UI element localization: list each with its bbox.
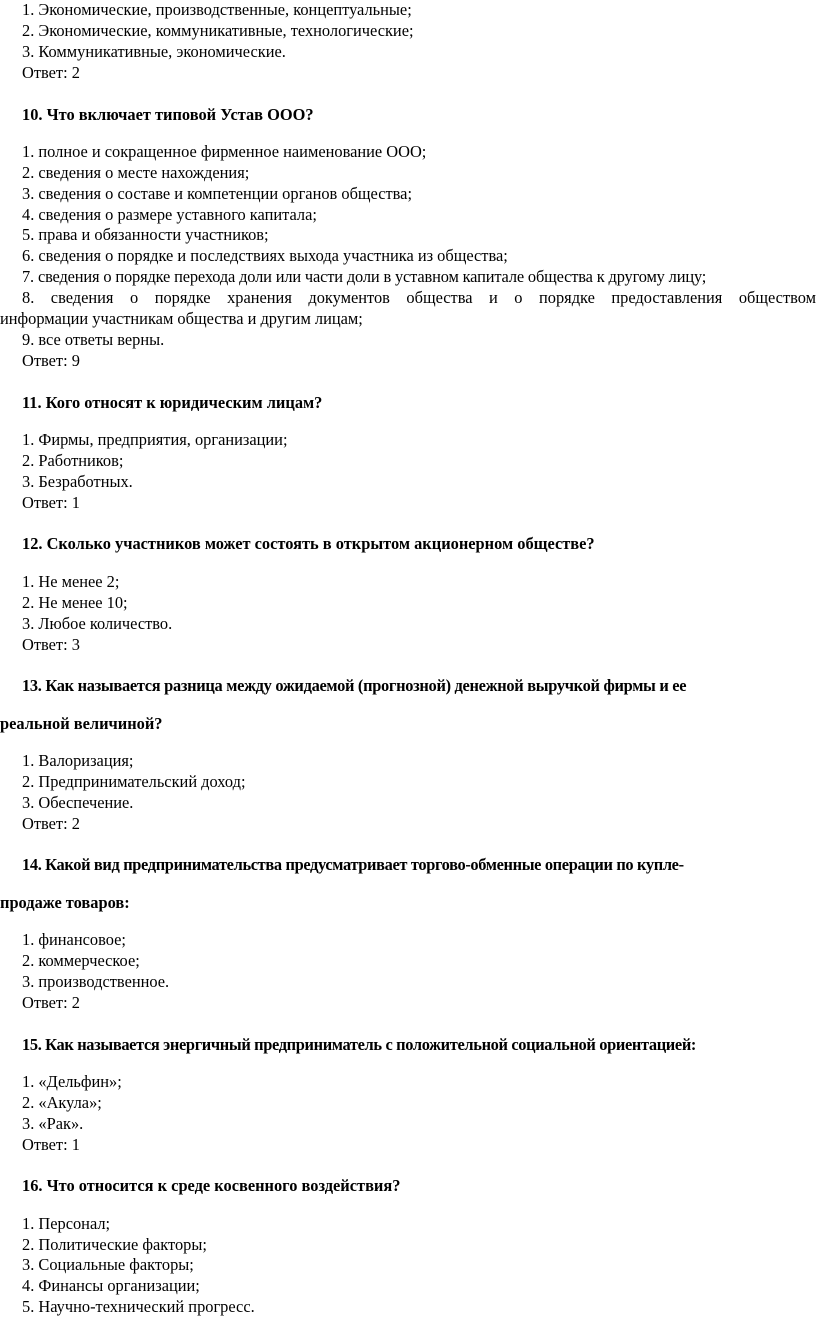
answer: Ответ: 9 bbox=[22, 350, 80, 370]
question-14-title-line2: продаже товаров: bbox=[0, 892, 130, 912]
list-item: 3. сведения о составе и компетенции органов общества; bbox=[22, 183, 413, 203]
list-item: 2. Экономические, коммуникативные, технологические; bbox=[22, 20, 414, 40]
question-11-title: 11. Кого относят к юридическим лицам? bbox=[22, 392, 323, 412]
list-item: 6. сведения о порядке и последствиях выхода участника из общества; bbox=[22, 246, 508, 266]
list-item: 2. Политические факторы; bbox=[22, 1234, 207, 1254]
question-15-title: 15. Как называется энергичный предприниматель с положительной социальной ориентацией: bbox=[22, 1034, 697, 1054]
question-14-title-line1: 14. Какой вид предпринимательства предусматривает торгово-обменные операции по купле- bbox=[22, 855, 684, 875]
question-10-title: 10. Что включает типовой Устав ООО? bbox=[22, 104, 314, 124]
answer: Ответ: 1 bbox=[22, 1134, 80, 1154]
list-item: 1. Валоризация; bbox=[22, 750, 134, 770]
question-13-title-line1: 13. Как называется разница между ожидаемой (прогнозной) денежной выручкой фирмы и ее bbox=[22, 676, 687, 696]
answer: Ответ: 2 bbox=[22, 62, 80, 82]
list-item: 9. все ответы верны. bbox=[22, 329, 165, 349]
list-item: 3. Социальные факторы; bbox=[22, 1255, 194, 1275]
list-item: 3. Любое количество. bbox=[22, 613, 173, 633]
answer: Ответ: 3 bbox=[22, 634, 80, 654]
list-item: 3. «Рак». bbox=[22, 1113, 84, 1133]
list-item: 1. Не менее 2; bbox=[22, 571, 120, 591]
question-16-title: 16. Что относится к среде косвенного воздействия? bbox=[22, 1176, 401, 1196]
list-item: 3. производственное. bbox=[22, 971, 170, 991]
list-item: 3. Безработных. bbox=[22, 471, 133, 491]
list-item: 5. Научно-технический прогресс. bbox=[22, 1297, 255, 1317]
list-item: 2. Предпринимательский доход; bbox=[22, 771, 246, 791]
list-item: 1. полное и сокращенное фирменное наименование ООО; bbox=[22, 141, 427, 161]
list-item: 7. сведения о порядке перехода доли или части доли в уставном капитале общества к другому лицу; bbox=[22, 267, 707, 287]
list-item-8-line2: информации участникам общества и другим лицам; bbox=[0, 309, 363, 329]
answer: Ответ: 2 bbox=[22, 813, 80, 833]
list-item: 3. Коммуникативные, экономические. bbox=[22, 41, 286, 61]
list-item: 4. сведения о размере уставного капитала; bbox=[22, 204, 317, 224]
list-item: 2. «Акула»; bbox=[22, 1092, 102, 1112]
list-item-8-line1: 8. сведения о порядке хранения документов общества и о порядке предоставления обществом bbox=[22, 288, 816, 308]
list-item: 1. Фирмы, предприятия, организации; bbox=[22, 429, 288, 449]
answer: Ответ: 1 bbox=[22, 492, 80, 512]
list-item: 1. Персонал; bbox=[22, 1213, 111, 1233]
list-item: 2. Не менее 10; bbox=[22, 592, 128, 612]
list-item: 4. Финансы организации; bbox=[22, 1276, 200, 1296]
list-item: 1. финансовое; bbox=[22, 930, 126, 949]
question-12-title: 12. Сколько участников может состоять в открытом акционерном обществе? bbox=[22, 534, 595, 554]
list-item: 1. «Дельфин»; bbox=[22, 1071, 122, 1091]
list-item: 3. Обеспечение. bbox=[22, 792, 134, 812]
list-item: 2. коммерческое; bbox=[22, 950, 140, 970]
question-13-title-line2: реальной величиной? bbox=[0, 713, 163, 733]
list-item: 1. Экономические, производственные, концептуальные; bbox=[22, 0, 412, 19]
list-item: 5. права и обязанности участников; bbox=[22, 225, 269, 245]
list-item: 2. сведения о месте нахождения; bbox=[22, 162, 250, 182]
list-item: 2. Работников; bbox=[22, 450, 124, 470]
answer: Ответ: 2 bbox=[22, 992, 80, 1012]
